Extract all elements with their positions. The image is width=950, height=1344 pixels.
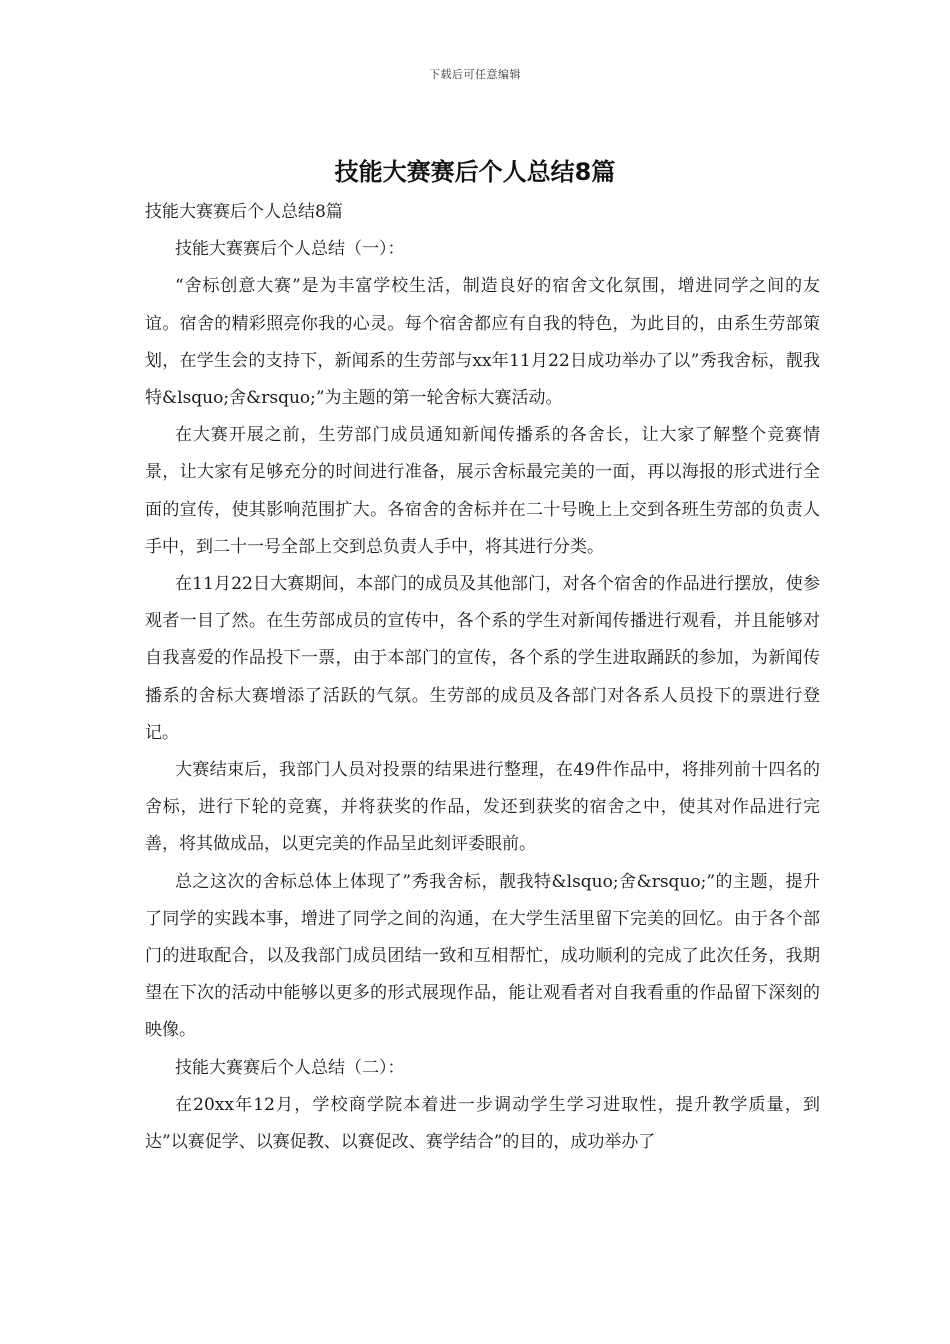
body-paragraph: 总之这次的舍标总体上体现了”秀我舍标，靓我特&lsquo;舍&rsquo;”的主题，提升了同学的实践本事，增进了同学之间的沟通，在大学生活里留下完美的回忆。由于各个部门的进取配合，以及我部门成员团结一致和互相帮忙，成功顺利的完成了此次任务，我期望在下次的活动中能够以更多的形式展现作品，能让观看者对自我看重的作品留下深刻的映像。 <box>145 871 820 1041</box>
body-paragraph: 大赛结束后，我部门人员对投票的结果进行整理，在49件作品中，将排列前十四名的舍标，进行下轮的竞赛，并将获奖的作品，发还到获奖的宿舍之中，使其对作品进行完善，将其做成品，以更完美的作品呈此刻评委眼前。 <box>145 760 820 855</box>
document-title: 技能大赛赛后个人总结8篇 <box>334 158 616 186</box>
page-header-note: 下载后可任意编辑 <box>429 68 521 81</box>
body-paragraph: 在大赛开展之前，生劳部门成员通知新闻传播系的各舍长，让大家了解整个竞赛情景，让大家有足够充分的时间进行准备，展示舍标最完美的一面，再以海报的形式进行全面的宣传，使其影响范围扩大。各宿舍的舍标并在二十号晚上上交到各班生劳部的负责人手中，到二十一号全部上交到总负责人手中，将其进行分类。 <box>145 425 820 557</box>
section-heading-2: 技能大赛赛后个人总结（二）： <box>175 1057 405 1078</box>
body-paragraph: 在20xx年12月，学校商学院本着进一步调动学生学习进取性，提升教学质量，到达”以赛促学、以赛促教、以赛促改、赛学结合”的目的，成功举办了 <box>145 1094 820 1153</box>
section-heading-1: 技能大赛赛后个人总结（一）： <box>175 239 405 260</box>
document-body <box>145 194 820 1161</box>
subtitle-paragraph: 技能大赛赛后个人总结8篇 <box>145 202 343 222</box>
body-paragraph: 在11月22日大赛期间，本部门的成员及其他部门，对各个宿舍的作品进行摆放，使参观者一目了然。在生劳部成员的宣传中，各个系的学生对新闻传播进行观看，并且能够对自我喜爱的作品投下一票，由于本部门的宣传，各个系的学生进取踊跃的参加，为新闻传播系的舍标大赛增添了活跃的气氛。生劳部的成员及各部门对各系人员投下的票进行登记。 <box>145 574 820 743</box>
body-paragraph: “舍标创意大赛”是为丰富学校生活，制造良好的宿舍文化氛围，增进同学之间的友谊。宿舍的精彩照亮你我的心灵。每个宿舍都应有自我的特色，为此目的，由系生劳部策划，在学生会的支持下，新闻系的生劳部与xx年11月22日成功举办了以”秀我舍标，靓我特&lsquo;舍&rsquo;”为主题的第一轮舍标大赛活动。 <box>145 276 820 409</box>
